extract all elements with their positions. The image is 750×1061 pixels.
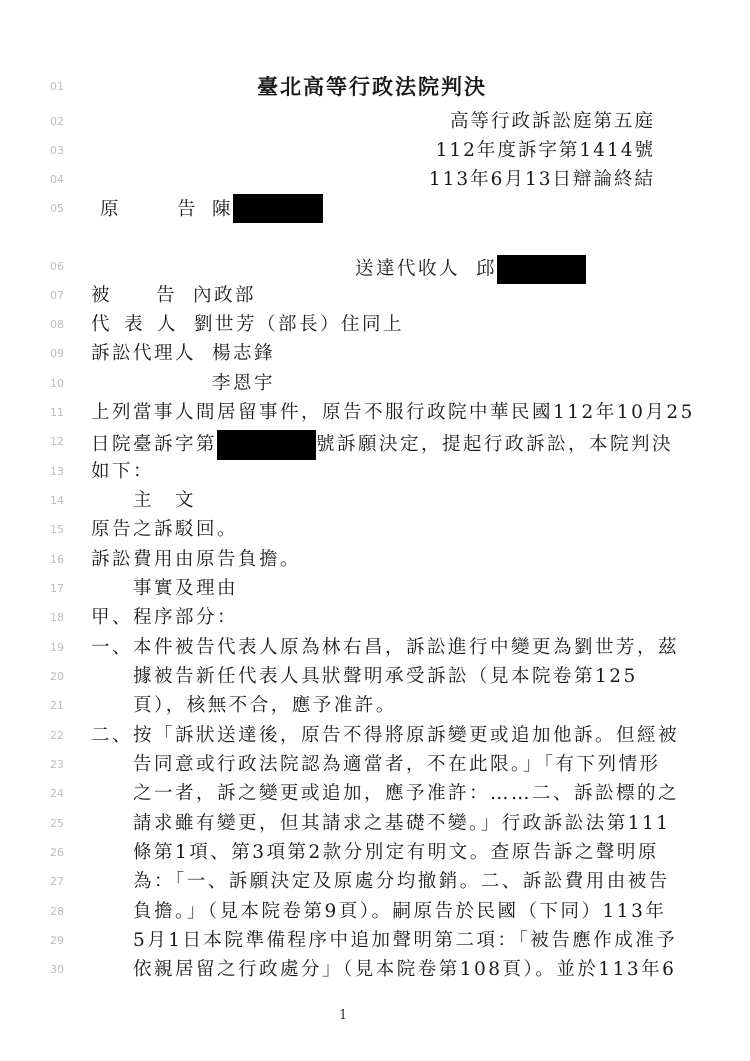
body-line-13: 如下： bbox=[91, 461, 155, 482]
representative-label-2: 表 bbox=[124, 314, 146, 335]
body-line-11: 上列當事人間居留事件，原告不服行政院中華民國112年10月25 bbox=[91, 402, 695, 423]
section-heading-facts: 事實及理由 bbox=[133, 578, 239, 599]
section-heading-procedure: 甲、程序部分： bbox=[91, 607, 239, 628]
body-line-20: 據被告新任代表人具狀聲明承受訴訟（見本院卷第125 bbox=[133, 666, 638, 687]
argument-concluded-date: 113年6月13日辯論終結 bbox=[428, 169, 655, 190]
line-number: 20 bbox=[50, 670, 64, 683]
line-number: 01 bbox=[50, 80, 64, 93]
attorney-row bbox=[91, 342, 275, 366]
line-number: 11 bbox=[50, 406, 64, 419]
body-line-16: 訴訟費用由原告負擔。 bbox=[91, 549, 302, 570]
defendant-label-2: 告 bbox=[156, 285, 178, 306]
body-line-21: 頁），核無不合，應予准許。 bbox=[133, 695, 397, 716]
page-number: 1 bbox=[339, 1008, 348, 1023]
line-number: 16 bbox=[50, 553, 64, 566]
attorney-name-2: 李恩宇 bbox=[212, 373, 276, 394]
section-heading-main-text: 主 文 bbox=[133, 490, 197, 511]
line-number: 18 bbox=[50, 611, 64, 624]
line-number: 13 bbox=[50, 465, 64, 478]
body-line-28: 負擔。」（見本院卷第9頁）。嗣原告於民國（下同）113年 bbox=[133, 901, 667, 922]
redaction-box bbox=[497, 255, 586, 284]
body-line-24: 之一者，訴之變更或追加，應予准許：……二、訴訟標的之 bbox=[133, 783, 680, 804]
redaction-box bbox=[217, 430, 316, 460]
document-title: 臺北高等行政法院判決 bbox=[257, 74, 487, 99]
line-number: 04 bbox=[50, 173, 64, 186]
plaintiff-row bbox=[100, 197, 323, 223]
line-number: 24 bbox=[50, 787, 64, 800]
line-number: 19 bbox=[50, 641, 64, 654]
line-number: 05 bbox=[50, 202, 64, 215]
defendant-label-1: 被 bbox=[91, 285, 113, 306]
line-number: 07 bbox=[50, 289, 64, 302]
line-number: 26 bbox=[50, 846, 64, 859]
plaintiff-label-1: 原 bbox=[100, 199, 122, 220]
body-line-15: 原告之訴駁回。 bbox=[91, 519, 239, 540]
representative-name: 劉世芳（部長）住同上 bbox=[194, 314, 405, 335]
body-line-23: 告同意或行政法院認為適當者，不在此限。」「有下列情形 bbox=[133, 754, 661, 775]
representative-row bbox=[91, 313, 404, 337]
body-line-30: 依親居留之行政處分」（見本院卷第108頁）。並於113年6 bbox=[133, 959, 677, 980]
line-number: 12 bbox=[50, 435, 64, 448]
body-line-19: 一、本件被告代表人原為林右昌，訴訟進行中變更為劉世芳，茲 bbox=[91, 637, 680, 658]
line-number: 09 bbox=[50, 347, 64, 360]
line-number: 03 bbox=[50, 144, 64, 157]
case-number: 112年度訴字第1414號 bbox=[435, 140, 655, 161]
representative-label-3: 人 bbox=[157, 314, 179, 335]
line-number: 30 bbox=[50, 963, 64, 976]
body-line-25: 請求雖有變更，但其請求之基礎不變。」行政訴訟法第111 bbox=[133, 813, 671, 834]
line-number: 02 bbox=[50, 115, 64, 128]
service-agent-name: 邱 bbox=[476, 258, 498, 280]
body-line-26: 條第1項、第3項第2款分別定有明文。查原告訴之聲明原 bbox=[133, 842, 659, 863]
plaintiff-name: 陳 bbox=[212, 199, 234, 220]
line-number: 15 bbox=[50, 523, 64, 536]
body-line-27: 為：「一、訴願決定及原處分均撤銷。二、訴訟費用由被告 bbox=[133, 871, 670, 892]
line-number: 27 bbox=[50, 875, 64, 888]
service-agent-label: 送達代收人 bbox=[355, 258, 461, 280]
line-number: 28 bbox=[50, 905, 64, 918]
line-number: 21 bbox=[50, 699, 64, 712]
redaction-box bbox=[233, 194, 323, 223]
defendant-row bbox=[91, 284, 256, 308]
plaintiff-label-2: 告 bbox=[177, 199, 199, 220]
line-number: 25 bbox=[50, 817, 64, 830]
representative-label-1: 代 bbox=[91, 314, 113, 335]
attorney-name-1: 楊志鋒 bbox=[212, 343, 276, 364]
line-number: 22 bbox=[50, 729, 64, 742]
body-line-22: 二、按「訴狀送達後，原告不得將原訴變更或追加他訴。但經被 bbox=[91, 725, 680, 746]
body-line-12 bbox=[91, 430, 673, 460]
court-division: 高等行政訴訟庭第五庭 bbox=[449, 111, 655, 132]
line-number: 29 bbox=[50, 934, 64, 947]
attorney-label: 訴訟代理人 bbox=[91, 343, 197, 364]
line-number: 23 bbox=[50, 758, 64, 771]
service-agent-row bbox=[355, 255, 586, 284]
line-number: 06 bbox=[50, 260, 64, 273]
line-number: 14 bbox=[50, 494, 64, 507]
line-number: 10 bbox=[50, 377, 64, 390]
defendant-name: 內政部 bbox=[193, 285, 257, 306]
body-line-12-before: 日院臺訴字第 bbox=[91, 434, 218, 455]
line-number: 08 bbox=[50, 318, 64, 331]
body-line-29: 5月1日本院準備程序中追加聲明第二項：「被告應作成准予 bbox=[133, 930, 678, 951]
line-number: 17 bbox=[50, 582, 64, 595]
body-line-12-after: 號訴願決定，提起行政訴訟，本院判決 bbox=[316, 434, 674, 455]
